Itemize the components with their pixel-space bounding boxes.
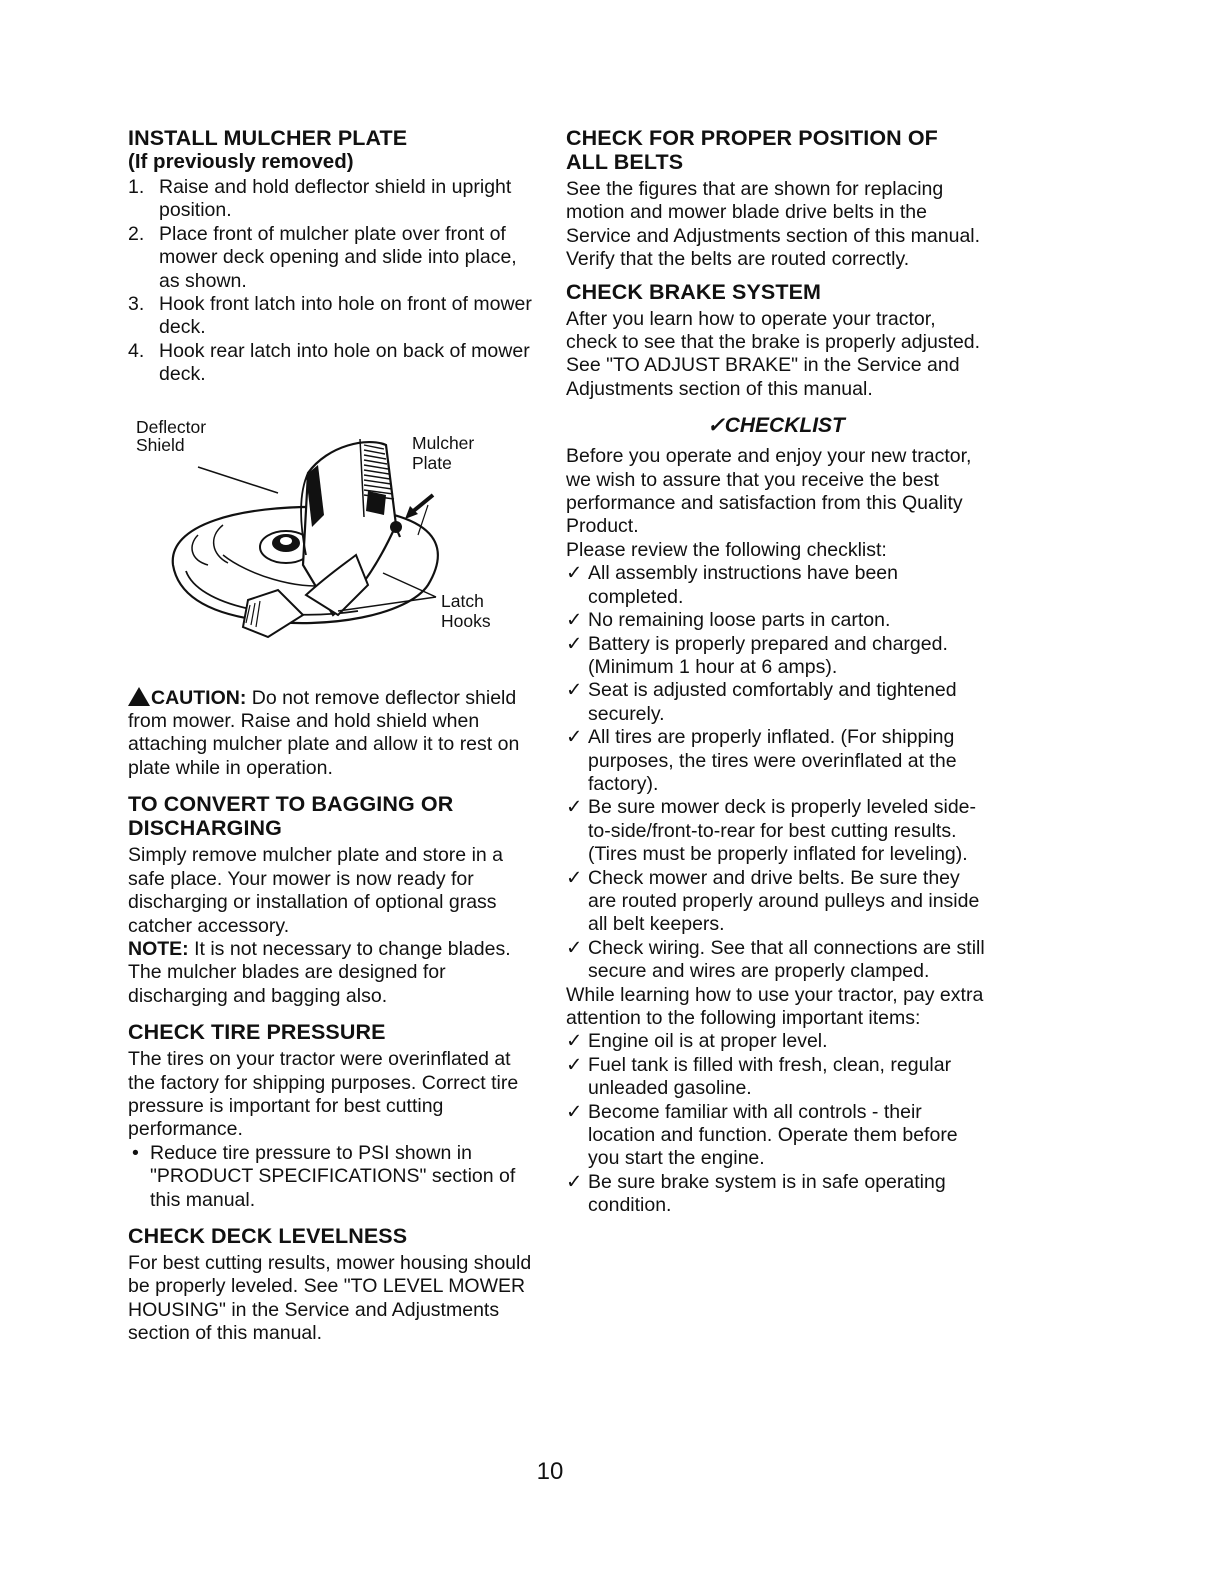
belts-heading-line1: CHECK FOR PROPER POSITION OF [566,126,938,150]
check-icon: ✓ [566,1170,583,1193]
checklist-item: ✓ Be sure brake system is in safe operating condition. [566,1170,946,1217]
brake-heading: CHECK BRAKE SYSTEM [566,279,822,304]
checklist-item: ✓ Become familiar with all controls - their location and function. Operate them before you start the engine. [566,1100,958,1170]
check-icon: ✓ [566,1030,583,1053]
deck-text: For best cutting results, mower housing should be properly leveled. See "TO LEVEL MOWER HOUSING" in the Service and Adjustments section of this manual. [128,1251,532,1345]
check-icon: ✓ [566,1100,583,1123]
tire-heading: CHECK TIRE PRESSURE [128,1020,386,1045]
checklist-review: Please review the following checklist: [566,538,887,561]
page-number: 10 [536,1458,564,1485]
belts-section [566,126,986,272]
step-item: 1. Raise and hold deflector shield in upright position. [128,176,512,222]
step-item: 4. Hook rear latch into hole on back of mower deck. [128,339,530,386]
check-icon: ✓ [566,679,583,702]
checklist-section [566,413,986,1217]
mulcher-figure [128,415,538,663]
checklist-item: ✓ Fuel tank is filled with fresh, clean, regular unleaded gasoline. [566,1053,952,1100]
brake-text: After you learn how to operate your tractor, check to see that the brake is properly adjusted. See "TO ADJUST BRAKE" in the Service and Adjustments section of this manual. [566,307,981,400]
caution-text: Do not remove deflector shield from mower. Raise and hold shield when attaching mulcher plate and allow it to rest on plate while in operation. [128,686,520,779]
checklist-item: ✓ Be sure mower deck is properly leveled side-to-side/front-to-rear for best cutting results. (Tires must be properly inflated for leveling). [566,796,977,866]
figure-label-latch-line2: Hooks [441,610,491,631]
checklist-heading: ✓CHECKLIST [707,414,845,438]
checklist-item: ✓ Engine oil is at proper level. [566,1030,828,1053]
convert-heading-line2: DISCHARGING [128,816,282,841]
caution-block [128,687,538,781]
check-icon: ✓ [566,562,583,585]
check-icon: ✓ [566,796,583,819]
figure-label-deflector-line1: Deflector [136,416,207,437]
caution-label: CAUTION: [151,686,247,709]
figure-label-deflector-line2: Shield [136,434,185,455]
deck-section [128,1224,538,1346]
mulcher-subheading: (If previously removed) [128,150,354,173]
checklist-item: ✓ No remaining loose parts in carton. [566,609,891,632]
brake-section [566,280,986,402]
checklist-items [566,562,986,983]
figure-label-latch-line1: Latch [441,590,484,611]
figure-label-mulcher-line2: Plate [412,452,452,473]
tire-text: The tires on your tractor were overinflated at the factory for shipping purposes. Correct tire pressure is important for best cutting performance. [128,1048,519,1141]
mulcher-section [128,126,538,387]
checklist-item: ✓ Battery is properly prepared and charged. (Minimum 1 hour at 6 amps). [566,632,948,678]
mulcher-steps [128,176,538,387]
convert-section [128,792,538,1008]
deck-heading: CHECK DECK LEVELNESS [128,1223,408,1248]
check-icon: ✓ [566,632,583,655]
note-label: NOTE: [128,937,189,960]
caution-paragraph [128,687,538,781]
convert-note [128,938,538,1008]
checklist-item: ✓ Seat is adjusted comfortably and tightened securely. [566,679,957,725]
left-column [128,126,538,1346]
tire-bullets [128,1142,538,1212]
checklist-item: ✓ Check wiring. See that all connections are still secure and wires are properly clamped. [566,936,985,983]
warning-triangle-icon [128,687,150,706]
convert-text: Simply remove mulcher plate and store in a safe place. Your mower is now ready for discharging or installation of optional grass catcher accessory. [128,844,504,937]
checklist-intro: Before you operate and enjoy your new tractor, we wish to assure that you receive the best performance and satisfaction from this Quality Product. [566,445,972,538]
tire-section [128,1020,538,1212]
belts-text: See the figures that are shown for replacing motion and mower blade drive belts in the Service and Adjustments section of this manual. Verify that the belts are routed correctly. [566,178,981,271]
check-icon: ✓ [566,936,583,959]
note-text: It is not necessary to change blades. The mulcher blades are designed for discharging and bagging also. [128,937,511,1007]
bullet-item: • Reduce tire pressure to PSI shown in "PRODUCT SPECIFICATIONS" section of this manual. [132,1141,516,1211]
bullet-icon: • [132,1141,139,1164]
mulcher-heading: INSTALL MULCHER PLATE [128,126,408,150]
step-item: 2. Place front of mulcher plate over front of mower deck opening and slide into place, as shown. [128,222,517,292]
belts-heading-line2: ALL BELTS [566,150,684,174]
check-icon: ✓ [566,1053,583,1076]
figure-label-mulcher-line1: Mulcher [412,432,475,453]
check-icon: ✓ [566,726,583,749]
checklist-item: ✓ Check mower and drive belts. Be sure they are routed properly around pulleys and inside all belt keepers. [566,866,980,936]
checklist-items-important [566,1030,986,1217]
checklist-item: ✓ All tires are properly inflated. (For shipping purposes, the tires were overinflated at the factory). [566,726,957,795]
right-column [566,126,986,1218]
checklist-learning: While learning how to use your tractor, pay extra attention to the following important items: [566,983,984,1029]
step-item: 3. Hook front latch into hole on front of mower deck. [128,293,532,339]
checklist-item: ✓ All assembly instructions have been completed. [566,562,898,608]
check-icon: ✓ [566,609,583,632]
convert-heading-line1: TO CONVERT TO BAGGING OR [128,792,454,817]
check-icon: ✓ [566,866,583,889]
